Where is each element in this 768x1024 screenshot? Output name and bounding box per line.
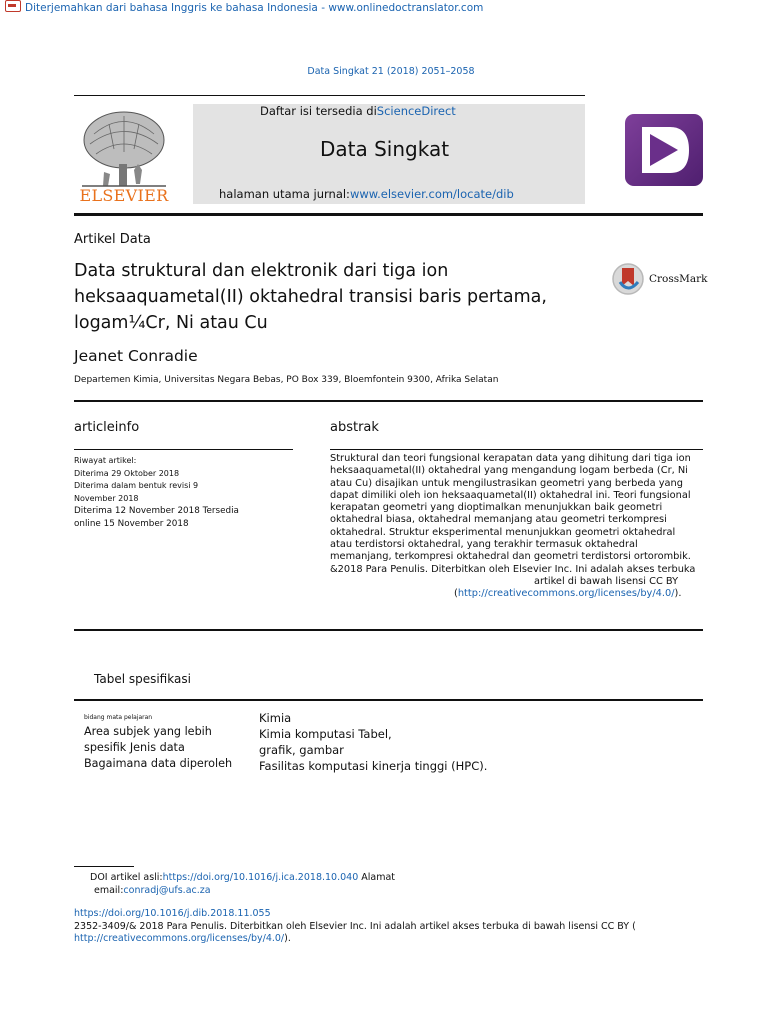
abstract-license-line: artikel di bawah lisensi CC BY <box>534 575 679 587</box>
sciencedirect-link[interactable]: ScienceDirect <box>376 104 456 118</box>
history-line: online 15 November 2018 <box>74 518 189 529</box>
footnote-doi-suffix: Alamat <box>358 872 396 883</box>
spec-left-line: Area subjek yang lebih <box>84 725 212 738</box>
spec-left-line: spesifik Jenis data <box>84 741 185 754</box>
homepage-prefix: halaman utama jurnal: <box>219 187 350 201</box>
history-line: Diterima dalam bentuk revisi 9 <box>74 481 199 491</box>
footer-block <box>74 908 636 946</box>
article-doi-link[interactable]: https://doi.org/10.1016/j.dib.2018.11.055 <box>74 908 271 919</box>
footnote-doi-line <box>90 871 395 884</box>
elsevier-wordmark: ELSEVIER <box>79 186 169 205</box>
elsevier-logo <box>74 104 174 208</box>
article-info-heading: articleinfo <box>74 420 140 435</box>
author-affiliation: Departemen Kimia, Universitas Negara Bebas, PO Box 339, Bloemfontein 9300, Afrika Selatan <box>74 375 499 385</box>
abstract-rule <box>330 449 703 450</box>
abstract-license-link[interactable]: http://creativecommons.org/licenses/by/4.0/ <box>457 588 675 600</box>
abstract-line: memanjang, terkompresi oktahedral dan geometri terdistorsi ortorombik. <box>330 551 691 563</box>
abstract-text <box>330 453 703 601</box>
license-open-paren: ( <box>454 588 458 600</box>
abstract-bottom-rule <box>74 629 703 631</box>
article-title-line: heksaaquametal(II) oktahedral transisi baris pertama, <box>74 287 547 307</box>
spec-table-rule <box>74 699 703 701</box>
article-history <box>74 455 294 531</box>
footnote-rule <box>74 866 134 867</box>
footnote-email-line <box>90 884 395 897</box>
spec-table-right-column <box>259 710 487 774</box>
translator-banner[interactable] <box>0 0 483 14</box>
journal-homepage <box>219 187 514 201</box>
author-email-link[interactable]: conradj@ufs.ac.za <box>123 885 211 896</box>
homepage-link[interactable]: www.elsevier.com/locate/dib <box>349 187 514 201</box>
license-close-paren: ). <box>674 588 682 600</box>
history-line: November 2018 <box>74 493 139 503</box>
article-type: Artikel Data <box>74 232 151 247</box>
footer-license-line <box>74 933 636 946</box>
footnote <box>90 871 395 897</box>
footnote-doi-prefix: DOI artikel asli: <box>90 872 163 883</box>
footer-license-close: ). <box>284 933 291 945</box>
abstract-line: oktahedral. Struktur eksperimental menunjukkan geometri oktahedral <box>330 526 676 538</box>
abstract-line: heksaaquametal(II) oktahedral yang mengandung logam berbeda (Cr, Ni <box>330 465 688 477</box>
article-info-rule <box>74 449 293 450</box>
section-rule <box>74 400 703 402</box>
journal-title-text: Data Singkat <box>320 137 450 161</box>
abstract-line: kerapatan geometri yang dioptimalkan menunjukkan baik geometri <box>330 502 663 514</box>
history-line: Diterima 29 Oktober 2018 <box>74 468 180 478</box>
spec-right-line: Kimia komputasi Tabel, <box>259 727 392 741</box>
header-thick-rule <box>74 213 703 216</box>
spec-right-line: grafik, gambar <box>259 743 344 757</box>
crossmark-badge[interactable] <box>611 262 708 296</box>
abstract-heading: abstrak <box>330 420 379 435</box>
abstract-line: oktahedral biasa, oktahedral memanjang atau geometri terkompresi <box>330 514 667 526</box>
subject-area-label: bidang mata pelajaran <box>84 714 153 721</box>
contents-prefix: Daftar isi tersedia di <box>260 104 377 118</box>
footer-license-link[interactable]: http://creativecommons.org/licenses/by/4.0/ <box>74 933 285 945</box>
top-rule <box>74 95 585 96</box>
history-label: Riwayat artikel: <box>74 456 137 465</box>
contents-availability <box>260 104 456 118</box>
abstract-line: atau Cu) disajikan untuk mengilustrasikan geometri yang berbeda yang <box>330 477 683 489</box>
spec-table-title: Tabel spesifikasi <box>94 672 191 686</box>
translator-banner-text[interactable]: Diterjemahkan dari bahasa Inggris ke bahasa Indonesia - www.onlinedoctranslator.com <box>25 2 484 14</box>
spec-left-line: Bagaimana data diperoleh <box>84 757 233 770</box>
crossmark-label: CrossMark <box>649 273 708 285</box>
spec-right-line: Kimia <box>259 711 292 725</box>
abstract-line: &2018 Para Penulis. Diterbitkan oleh Elsevier Inc. Ini adalah akses terbuka <box>330 563 696 575</box>
footer-copyright: 2352-3409/& 2018 Para Penulis. Diterbitkan oleh Elsevier Inc. Ini adalah artikel akses terbuka di bawah lisensi CC BY ( <box>74 920 636 932</box>
article-title-line: logam¼Cr, Ni atau Cu <box>74 313 268 333</box>
abstract-line: Struktural dan teori fungsional kerapatan data yang dihitung dari tiga ion <box>330 453 691 464</box>
translate-icon <box>5 0 21 12</box>
abstract-line: dapat dimiliki oleh ion heksaaquametal(II) oktahedral ini. Teori fungsional <box>330 489 691 501</box>
spec-right-line: Fasilitas komputasi kinerja tinggi (HPC). <box>259 759 488 773</box>
spec-table-left-column <box>84 724 232 772</box>
original-doi-link[interactable]: https://doi.org/10.1016/j.ica.2018.10.040 <box>162 872 359 883</box>
abstract-line: atau terdistorsi oktahedral, yang terakhir termasuk oktahedral <box>330 539 638 551</box>
data-in-brief-logo <box>625 114 703 186</box>
footnote-email-prefix: email: <box>94 885 124 896</box>
author-name: Jeanet Conradie <box>74 347 198 365</box>
journal-reference[interactable]: Data Singkat 21 (2018) 2051–2058 <box>307 66 475 77</box>
article-title <box>74 258 594 336</box>
abstract-license-link-line <box>330 588 703 600</box>
article-title-line: Data struktural dan elektronik dari tiga ion <box>74 261 449 281</box>
history-line: Diterima 12 November 2018 Tersedia <box>74 506 239 517</box>
crossmark-icon <box>611 262 647 296</box>
